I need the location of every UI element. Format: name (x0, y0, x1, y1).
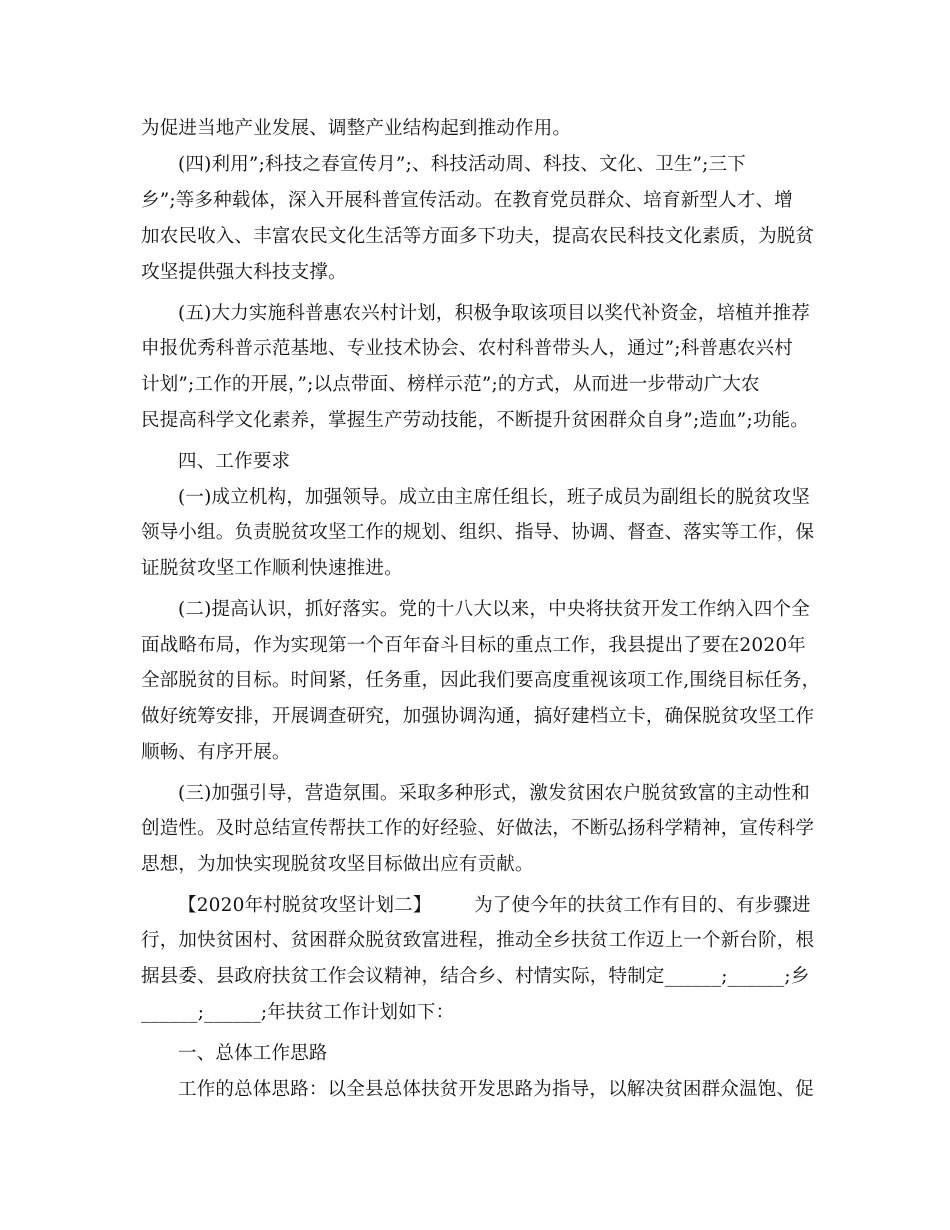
text-line: (一)成立机构，加强领导。成立由主席任组长，班子成员为副组长的脱贫攻坚 (178, 487, 810, 508)
text-line: 工作的总体思路：以全县总体扶贫开发思路为指导，以解决贫困群众温饱、促 (178, 1079, 814, 1100)
text-line: (三)加强引导，营造氛围。采取多种形式，激发贫困农户脱贫致富的主动性和 (178, 783, 810, 804)
section-heading: 四、工作要求 (178, 451, 291, 472)
text-line: 据县委、县政府扶贫工作会议精神，结合乡、村情实际，特制定______;______;乡 (141, 966, 810, 987)
text-line: 做好统筹安排，开展调查研究，加强协调沟通，搞好建档立卡，确保脱贫攻坚工作 (141, 706, 815, 727)
text-line: 计划”;工作的开展，”;以点带面、榜样示范”;的方式，从而进一步带动广大农 (141, 374, 760, 395)
text-line: 顺畅、有序开展。 (141, 742, 291, 763)
text-line: 加农民收入、丰富农民文化生活等方面多下功夫，提高农民科技文化素质，为脱贫 (141, 226, 815, 247)
text-line: 申报优秀科普示范基地、专业技术协会、农村科普带头人，通过”;科普惠农兴村 (141, 338, 793, 359)
text-line: ______;______;年扶贫工作计划如下： (141, 1002, 455, 1023)
text-line: (二)提高认识，抓好落实。党的十八大以来，中央将扶贫开发工作纳入四个全 (178, 599, 810, 620)
text-line: 为促进当地产业发展、调整产业结构起到推动作用。 (141, 118, 572, 139)
section-heading: 一、总体工作思路 (178, 1043, 328, 1064)
text-line: 民提高科学文化素养，掌握生产劳动技能，不断提升贫困群众自身”;造血”;功能。 (141, 410, 809, 431)
text-line: 乡”;等多种载体，深入开展科普宣传活动。在教育党员群众、培育新型人才、增 (141, 190, 793, 211)
text-line: 领导小组。负责脱贫攻坚工作的规划、组织、指导、协调、督查、落实等工作，保 (141, 522, 815, 543)
text-line: 攻坚提供强大科技支撑。 (141, 262, 347, 283)
text-line: 思想，为加快实现脱贫攻坚目标做出应有贡献。 (141, 854, 534, 875)
section-heading: 【2020年村脱贫攻坚计划二】 为了使今年的扶贫工作有目的、有步骤进 (178, 895, 811, 916)
text-line: 行，加快贫困村、贫困群众脱贫致富进程，推动全乡扶贫工作迈上一个新台阶，根 (141, 930, 815, 951)
text-line: 创造性。及时总结宣传帮扶工作的好经验、好做法，不断弘扬科学精神，宣传科学 (141, 818, 815, 839)
text-line: (五)大力实施科普惠农兴村计划，积极争取该项目以奖代补资金，培植并推荐 (178, 303, 810, 324)
text-line: 全部脱贫的目标。时间紧，任务重，因此我们要高度重视该项工作,围绕目标任务， (141, 670, 821, 691)
text-line: (四)利用”;科技之春宣传月”;、科技活动周、科技、文化、卫生”;三下 (178, 154, 747, 175)
text-line: 面战略布局，作为实现第一个百年奋斗目标的重点工作，我县提出了要在2020年 (141, 635, 806, 656)
text-line: 证脱贫攻坚工作顺利快速推进。 (141, 558, 403, 579)
